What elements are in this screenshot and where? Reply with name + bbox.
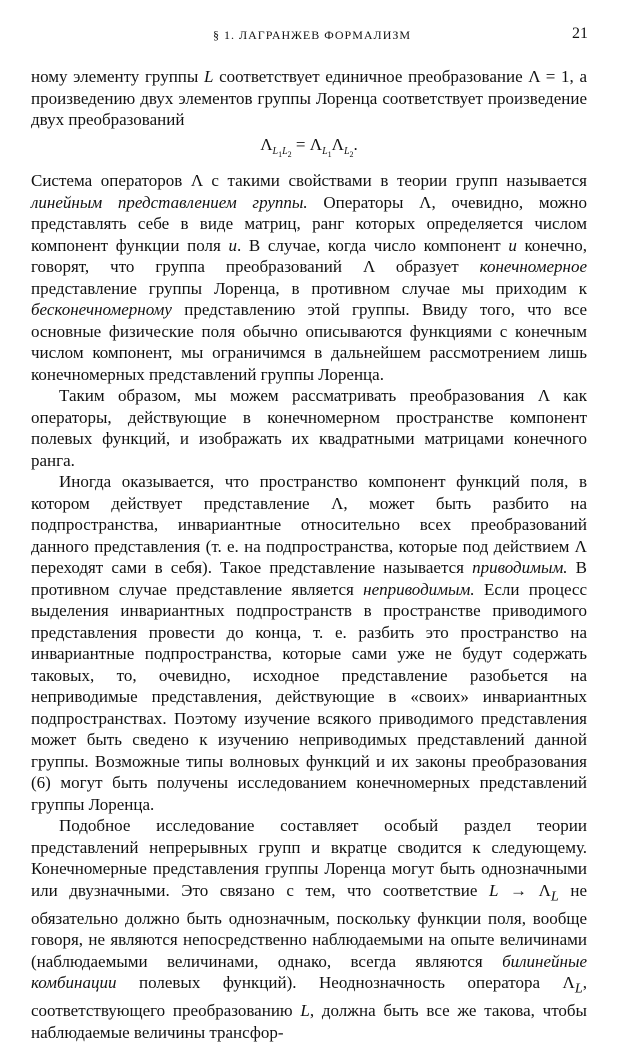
formula-rhs-1-sub: L [322, 145, 328, 157]
italic-subscript: L [574, 980, 583, 997]
formula-rhs-1-sub-index: 1 [327, 149, 332, 159]
running-title: § 1. ЛАГРАНЖЕВ ФОРМАЛИЗМ [212, 28, 412, 42]
formula-lhs-sub: L [272, 145, 279, 157]
paragraph-4 [31, 471, 587, 815]
text-span: конечно, говорят, что группа преобразований Λ образует [31, 235, 588, 277]
formula-rhs-2: Λ [331, 134, 344, 154]
text-span: , должна быть все же такова, чтобы наблюдаемые величины трансфор- [31, 1001, 587, 1042]
italic-subscript: L [550, 888, 559, 905]
paragraph-1 [31, 66, 587, 131]
italic-term: приводимым. [472, 558, 568, 578]
text-span: Система операторов Λ с такими свойствами в теории групп называется [31, 171, 587, 191]
paragraph-5 [31, 815, 587, 1043]
text-span: ному элементу группы [31, 67, 204, 86]
text-span: Подобное исследование составляет особый раздел теории представлений непрерывных групп и вкратце сводится к следующему. Конечномерные представления группы Лоренца могут быть однозначными или двузначными. Это связано с тем, что соответствие [31, 816, 587, 900]
formula-period: . [353, 134, 358, 154]
page-number: 21 [572, 25, 588, 42]
italic-symbol: L [300, 1001, 310, 1021]
italic-symbol: u [228, 235, 237, 255]
text-span: представление группы Лоренца, в противном случае мы приходим к [31, 278, 587, 298]
text-span: представлению этой группы. Ввиду того, что все основные физические поля обычно описываются функциями с конечным числом компонент, мы ограничимся в дальнейшем рассмотрением лишь конечномерных представлений группы Лоренца. [31, 300, 587, 384]
text-span: , соответствующего преобразованию [31, 973, 587, 1021]
italic-term: линейным представлением группы. [31, 192, 308, 212]
text-span: Таким образом, мы можем рассматривать преобразования Λ как операторы, действующие в конечномерном пространстве компонент полевых функций, и изображать их квадратными матрицами конечного ранга. [31, 386, 587, 470]
italic-symbol: L [488, 880, 499, 900]
text-span: В противном случае представление является [31, 558, 588, 599]
italic-term: неприводимым. [363, 579, 475, 599]
formula-lhs-sub: L [282, 145, 288, 157]
formula-rhs-2-sub: L [343, 145, 350, 157]
formula-rhs-1: Λ [309, 134, 323, 154]
text-span: Если процесс выделения инвариантных подпространств в пространстве приводимого представления провести до конца, т. е. разбить это пространство на инвариантные подпространства, которые сами уже не будут содержать таковых, то, очевидно, исходное представление разобьется на неприводимые представления, действующие в «своих» инвариантных подпространствах. Поэтому изучение всякого приводимого представления может быть сведено к изучению неприводимых представлений данной группы. Возможные типы волновых функций и их законы преобразования (6) могут быть получены исследованием конечномерных представлений группы Лоренца. [31, 579, 587, 814]
formula [31, 134, 587, 166]
text-span: не обязательно должно быть однозначным, поскольку функции поля, вообще говоря, не являются непосредственно наблюдаемыми на опыте величинами (наблюдаемыми величинами, однако, всегда являются [31, 880, 587, 971]
italic-term: бесконечномерному [31, 300, 172, 320]
body-text [31, 66, 587, 1043]
text-span: → Λ [498, 880, 551, 900]
italic-term: конечномерное [479, 257, 587, 277]
formula-lhs-sub-index: 1 [278, 149, 283, 159]
running-header [0, 25, 624, 48]
formula-lhs: Λ [260, 134, 273, 154]
text-span: Операторы Λ, очевидно, можно представлять себе в виде матриц, ранг которых определяется числом компонент функции поля [31, 192, 587, 255]
italic-symbol: u [508, 235, 517, 255]
formula-rhs-2-sub-index: 2 [349, 149, 354, 159]
text-span: соответствует единичное преобразование Λ = 1, а произведению двух элементов группы Лоренца соответствует произведение двух преобразований [31, 67, 587, 129]
text-span: . В случае, когда число компонент [236, 235, 509, 255]
formula-equals: = [291, 134, 310, 154]
formula-lhs-sub-index: 2 [287, 149, 292, 159]
paragraph-3 [31, 385, 587, 471]
text-span: полевых функций). Неоднозначность оператора Λ [116, 973, 575, 993]
italic-symbol: L [203, 67, 214, 86]
text-span: Иногда оказывается, что пространство компонент функций поля, в котором действует представление Λ, может быть разбито на подпространства, инвариантные относительно всех преобразований данного представления (т. е. на подпространства, которые под действием Λ переходят сами в себя). Такое представление называется [31, 472, 587, 578]
paragraph-2 [31, 170, 587, 385]
italic-term: билинейные комбинации [31, 951, 587, 993]
